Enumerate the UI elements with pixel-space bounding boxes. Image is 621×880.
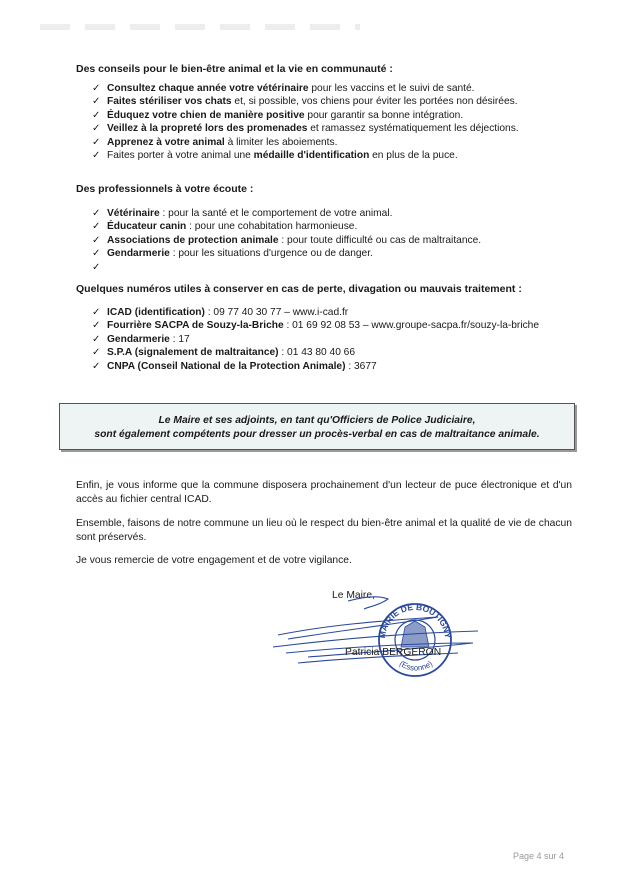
- professionals-list: [92, 207, 481, 274]
- seal-text-top: MAIRIE DE BOUTIGNY: [376, 601, 454, 639]
- check-icon: ✓: [92, 123, 101, 135]
- seal-text-bottom: (Essonne): [397, 659, 435, 673]
- check-icon: ✓: [92, 360, 101, 372]
- paragraph-together: Ensemble, faisons de notre commune un lieu où le respect du bien-être animal et la qualité de vie de chacun sont préservés.: [76, 518, 572, 543]
- section-heading-numbers: Quelques numéros utiles à conserver en cas de perte, divagation ou mauvais traitement :: [76, 283, 522, 295]
- signature-label: Le Maire,: [332, 590, 375, 601]
- check-icon: ✓: [92, 248, 101, 260]
- list-item: ✓ Fourrière SACPA de Souzy-la-Briche : 01 69 92 08 53 – www.groupe-sacpa.fr/souzy-la-briche: [92, 320, 540, 332]
- list-item: ✓ Vétérinaire : pour la santé et le comportement de votre animal.: [92, 208, 393, 219]
- list-item: ✓ Faites porter à votre animal une médaille d'identification en plus de la puce.: [92, 149, 458, 161]
- list-item: ✓ Faites stériliser vos chats et, si possible, vos chiens pour éviter les portées non désirées.: [92, 96, 518, 108]
- check-icon: ✓: [92, 320, 101, 332]
- check-icon: ✓: [92, 307, 101, 318]
- paragraph-thanks: Je vous remercie de votre engagement et de votre vigilance.: [76, 555, 352, 566]
- check-icon: ✓: [92, 333, 101, 345]
- callout-line-2: sont également compétents pour dresser un procès-verbal en cas de maltraitance animale.: [94, 429, 540, 440]
- check-icon: ✓: [92, 208, 101, 219]
- check-icon: ✓: [92, 347, 101, 359]
- check-icon: ✓: [92, 109, 101, 121]
- check-icon: ✓: [92, 221, 101, 233]
- advice-list: [92, 82, 519, 162]
- signature-and-seal: [268, 595, 498, 687]
- check-icon: ✓: [92, 136, 101, 148]
- list-item: ✓ Apprenez à votre animal à limiter les aboiements.: [92, 136, 338, 148]
- numbers-list: [92, 306, 539, 373]
- list-item: ✓ S.P.A (signalement de maltraitance) : 01 43 80 40 66: [92, 347, 356, 359]
- check-icon: ✓: [92, 83, 101, 94]
- page-number: Page 4 sur 4: [513, 851, 565, 861]
- list-item: ✓ Éducateur canin : pour une cohabitation harmonieuse.: [92, 221, 358, 233]
- check-icon: ✓: [92, 149, 101, 161]
- faded-header: [40, 24, 360, 30]
- list-item: ✓ Gendarmerie : pour les situations d'urgence ou de danger.: [92, 248, 373, 260]
- list-item: ✓ Associations de protection animale : pour toute difficulté ou cas de maltraitance.: [92, 234, 482, 246]
- list-item: ✓ Gendarmerie : 17: [92, 333, 190, 345]
- paragraph-icad: Enfin, je vous informe que la commune disposera prochainement d'un lecteur de puce électronique et d'un accès au fichier central ICAD.: [76, 480, 572, 505]
- list-item: ✓ Éduquez votre chien de manière positive pour garantir sa bonne intégration.: [92, 109, 464, 121]
- mayor-name: Patricia BERGERON: [345, 647, 442, 658]
- list-item: ✓ CNPA (Conseil National de la Protection Animale) : 3677: [92, 360, 377, 372]
- list-item: [92, 261, 481, 274]
- callout-line-1: Le Maire et ses adjoints, en tant qu'Officiers de Police Judiciaire,: [158, 415, 476, 426]
- check-icon: ✓: [92, 96, 101, 108]
- check-icon: ✓: [92, 234, 101, 246]
- list-item: ✓ ICAD (identification) : 09 77 40 30 77 – www.i-cad.fr: [92, 307, 349, 318]
- list-item: ✓ Veillez à la propreté lors des promenades et ramassez systématiquement les déjections.: [92, 123, 519, 135]
- police-callout-box: [59, 403, 575, 450]
- section-heading-advice: Des conseils pour le bien-être animal et la vie en communauté :: [76, 63, 393, 75]
- check-icon: ✓: [92, 261, 101, 273]
- section-heading-professionals: Des professionnels à votre écoute :: [76, 183, 254, 195]
- list-item: ✓ Consultez chaque année votre vétérinaire pour les vaccins et le suivi de santé.: [92, 83, 475, 94]
